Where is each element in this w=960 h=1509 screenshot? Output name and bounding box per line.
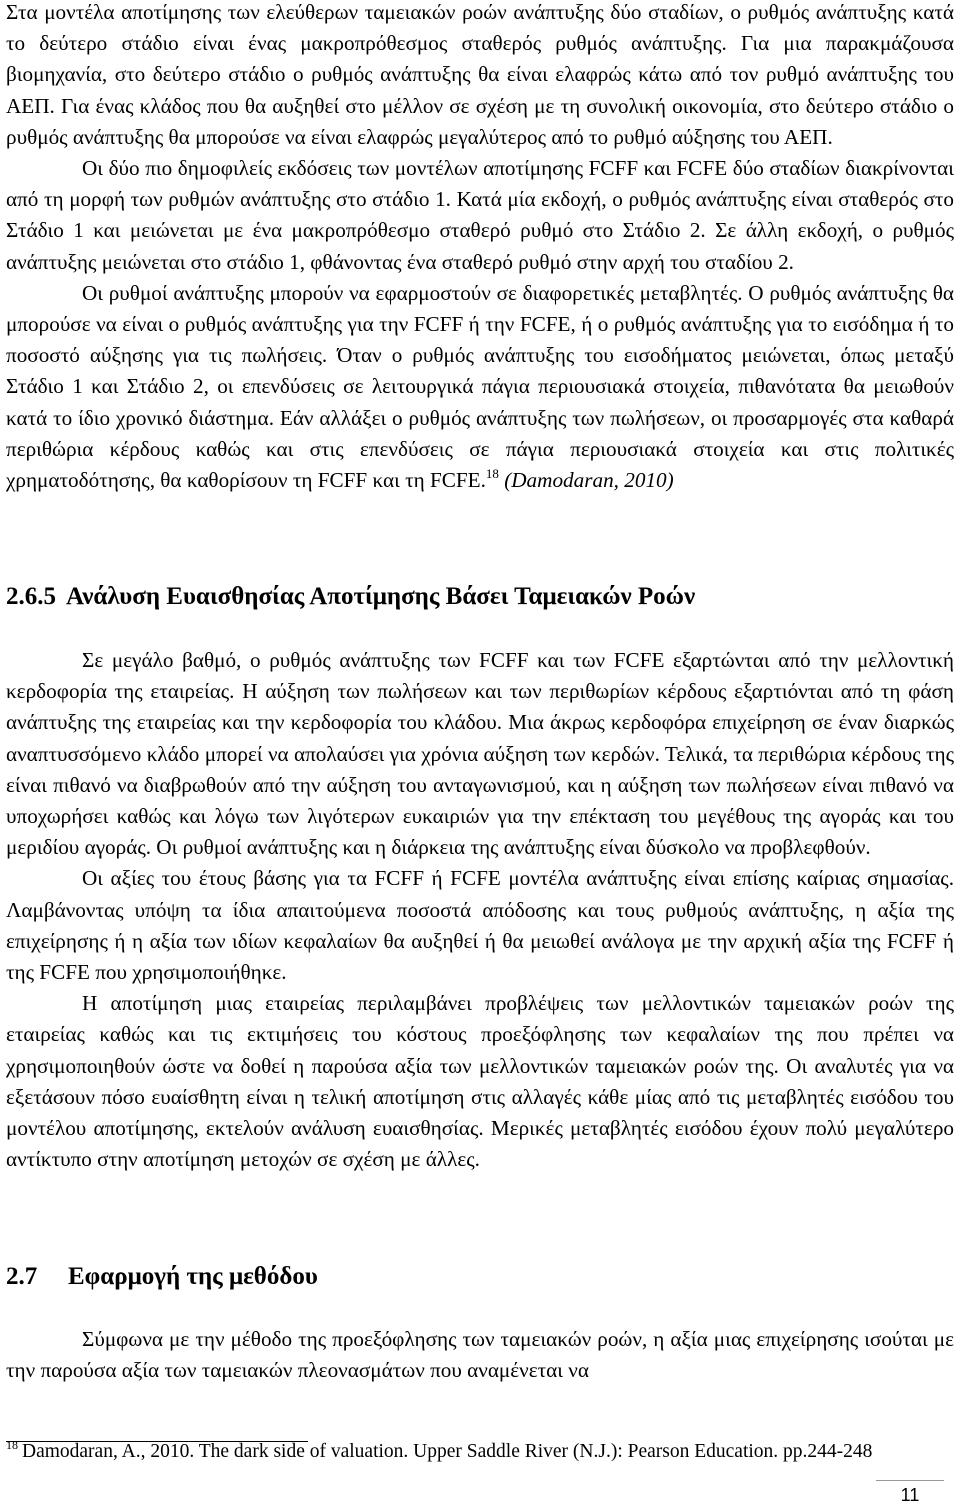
footnote-text: Damodaran, A., 2010. The dark side of valuation. Upper Saddle River (N.J.): Pearson Education. pp.244-248 (22, 1441, 873, 1462)
page-number: 11 (900, 1485, 920, 1505)
body-text-section-2-7 (6, 1324, 954, 1386)
body-text-top (6, 0, 954, 496)
paragraph-sensitivity-analysis: Η αποτίμηση μιας εταιρείας περιλαμβάνει προβλέψεις των μελλοντικών ταμειακών ροών της εταιρείας καθώς και τις εκτιμήσεις του κόστους προεξόφλησης των κεφαλαίων της που πρέπει να χρησιμοποιηθούν ώστε να δοθεί η παρούσα αξία των μελλοντικών ταμειακών ροών της. Οι αναλυτές για να εξετάσουν πόσο ευαίσθητη είναι η τελική αποτίμηση στις αλλαγές κάθε μίας από τις μεταβλητές εισόδου του μοντέλου αποτίμησης, εκτελούν ανάλυση ευαισθησίας. Μερικές μεταβλητές εισόδου έχουν πολύ μεγαλύτερο αντίκτυπο στην αποτίμηση μετοχών σε σχέση με άλλες. (6, 991, 954, 1172)
paragraph-base-year-values: Οι αξίες του έτους βάσης για τα FCFF ή FCFE μοντέλα ανάπτυξης είναι επίσης καίριας σημασίας. Λαμβάνοντας υπόψη τα ίδια απαιτούμενα ποσοστά απόδοσης και τους ρυθμούς ανάπτυξης, η αξία της επιχείρησης ή η αξία των ιδίων κεφαλαίων θα αυξηθεί ή θα μειωθεί ανάλογα με την αρχική αξία της FCFF ή της FCFE που χρησιμοποιήθηκε. (6, 866, 954, 985)
footnote (6, 1438, 954, 1466)
paragraph-growth-variables-text: Οι ρυθμοί ανάπτυξης μπορούν να εφαρμοστούν σε διαφορετικές μεταβλητές. Ο ρυθμός ανάπτυξης θα μπορούσε να είναι ο ρυθμός ανάπτυξης για την FCFF ή την FCFE, ή ο ρυθμός ανάπτυξης για το εισόδημα ή το ποσοστό αύξησης για τις πωλήσεις. Όταν ο ρυθμός ανάπτυξης του εισοδήματος μειώνεται, όπως μεταξύ Στάδιο 1 και Στάδιο 2, οι επενδύσεις σε λειτουργικά πάγια περιουσιακά στοιχεία, πιθανότατα θα μειωθούν κατά το ίδιο χρονικό διάστημα. Εάν αλλάξει ο ρυθμός ανάπτυξης των πωλήσεων, οι προσαρμογές στα καθαρά περιθώρια κέρδους καθώς και στις επενδύσεις σε πάγια περιουσιακά στοιχεία και στις πολιτικές χρηματοδότησης, θα καθορίσουν τη FCFF και τη FCFE. (6, 280, 954, 493)
footnote-number: 18 (6, 1438, 18, 1452)
section-number: 2.6.5 (6, 583, 56, 610)
paragraph-dcf-method: Σύμφωνα με την μέθοδο της προεξόφλησης των ταμειακών ροών, η αξία μιας επιχείρησης ισούται με την παρούσα αξία των ταμειακών πλεονασμάτων που αναμένεται να (6, 1327, 954, 1383)
section-title: Εφαρμογή της μεθόδου (68, 1263, 318, 1290)
paragraph-growth-variables (6, 278, 954, 496)
footnote-reference[interactable]: 18 (485, 466, 499, 482)
section-heading-2-7 (6, 1262, 318, 1292)
page-number-rule (876, 1480, 944, 1481)
paragraph-profitability: Σε μεγάλο βαθμό, ο ρυθμός ανάπτυξης των FCFF και των FCFE εξαρτώνται από την μελλοντική κερδοφορία της εταιρείας. Η αύξηση των πωλήσεων και των περιθωρίων κέρδους εξαρτιόνται από τη φάση ανάπτυξης της εταιρείας και την κερδοφορία του κλάδου. Μια άκρως κερδοφόρα επιχείρηση σε έναν διαρκώς αναπτυσσόμενο κλάδο μπορεί να απολαύσει για χρόνια αύξηση των κερδών. Τελικά, τα περιθώρια κέρδους της είναι πιθανό να διαβρωθούν από την αύξηση του ανταγωνισμού, και η αύξηση των πωλήσεων είναι πιθανό να υποχωρήσει καθώς και λόγω των λιγότερων ευκαιριών για την επέκταση του μεγέθους της αγοράς και του μεριδίου αγοράς. Οι ρυθμοί ανάπτυξης και η διάρκεια της ανάπτυξης είναι δύσκολο να προβλεφθούν. (6, 648, 954, 860)
section-heading-2-6-5 (6, 582, 695, 612)
citation: (Damodaran, 2010) (504, 468, 674, 493)
paragraph-fcff-fcfe-versions: Οι δύο πιο δημοφιλείς εκδόσεις των μοντέλων αποτίμησης FCFF και FCFE δύο σταδίων διακρίνονται από τη μορφή των ρυθμών ανάπτυξης στο στάδιο 1. Κατά μία εκδοχή, ο ρυθμός ανάπτυξης είναι σταθερός στο Στάδιο 1 και μειώνεται με ένα μακροπρόθεσμο σταθερό ρυθμό στο Στάδιο 2. Σε άλλη εκδοχή, ο ρυθμός ανάπτυξης μειώνεται στο στάδιο 1, φθάνοντας ένα σταθερό ρυθμό στην αρχή του σταδίου 2. (6, 156, 954, 274)
section-number: 2.7 (6, 1263, 38, 1290)
section-title: Ανάλυση Ευαισθησίας Αποτίμησης Βάσει Ταμειακών Ροών (66, 583, 696, 610)
paragraph-two-stage-models: Στα μοντέλα αποτίμησης των ελεύθερων ταμειακών ροών ανάπτυξης δύο σταδίων, ο ρυθμός ανάπτυξης κατά το δεύτερο στάδιο είναι ένας μακροπρόθεσμος σταθερός ρυθμός ανάπτυξης. Για μια παρακμάζουσα βιομηχανία, στο δεύτερο στάδιο ο ρυθμός ανάπτυξης θα είναι ελαφρώς κάτω από τον ρυθμό ανάπτυξης του ΑΕΠ. Για ένας κλάδος που θα αυξηθεί στο μέλλον σε σχέση με τη συνολική οικονομία, στο δεύτερο στάδιο ο ρυθμός ανάπτυξης θα μπορούσε να είναι ελαφρώς μεγαλύτερος από το ρυθμό αύξησης του ΑΕΠ. (6, 0, 954, 149)
body-text-section-2-6-5 (6, 645, 954, 1175)
